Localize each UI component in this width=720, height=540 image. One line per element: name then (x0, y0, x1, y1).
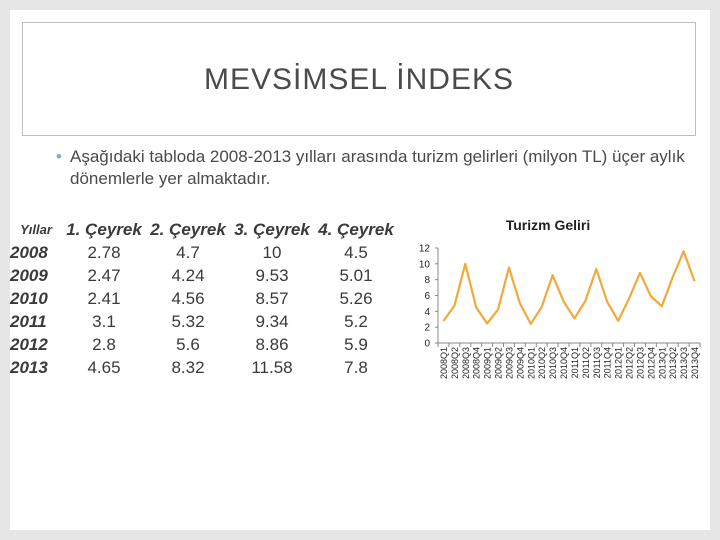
table-row (10, 356, 398, 379)
row-value-q1: 4.65 (87, 357, 121, 377)
row-value-q4: 5.9 (344, 334, 368, 354)
row-value-q2: 4.24 (171, 265, 205, 285)
row-year: 2008 (10, 242, 48, 262)
y-tick-label: 8 (424, 275, 430, 287)
chart-title: Turizm Geliri (505, 217, 591, 233)
tourism-table (10, 218, 398, 379)
table-row (10, 241, 398, 264)
row-value-q1: 3.1 (92, 311, 116, 331)
bullet-dot-icon: • (56, 147, 62, 166)
header-years: Yıllar (20, 222, 52, 237)
x-tick-label: 2008Q1 (438, 347, 449, 380)
x-tick-label: 2010Q3 (548, 347, 559, 380)
header-q2: 2. Çeyrek (150, 219, 226, 239)
x-tick-label: 2010Q4 (559, 347, 570, 380)
row-value-q4: 5.01 (339, 265, 373, 285)
y-tick-label: 2 (424, 322, 430, 334)
row-value-q4: 5.2 (344, 311, 368, 331)
row-value-q3: 8.86 (255, 334, 289, 354)
x-tick-label: 2013Q4 (690, 347, 701, 380)
table-row (10, 310, 398, 333)
row-value-q1: 2.47 (87, 265, 121, 285)
row-value-q3: 11.58 (251, 357, 293, 377)
x-tick-label: 2011Q4 (602, 347, 613, 379)
slide-title: MEVSİMSEL İNDEKS (204, 63, 514, 96)
tourism-revenue-chart (408, 206, 708, 400)
row-value-q4: 5.26 (339, 288, 373, 308)
x-tick-label: 2010Q1 (526, 347, 537, 380)
header-q3: 3. Çeyrek (234, 219, 310, 239)
x-tick-label: 2008Q4 (471, 347, 482, 380)
slide (10, 10, 710, 530)
x-tick-label: 2011Q1 (569, 347, 580, 379)
x-tick-label: 2010Q2 (537, 347, 548, 380)
row-value-q2: 4.7 (176, 242, 200, 262)
row-value-q3: 9.53 (255, 265, 289, 285)
row-year: 2011 (10, 311, 47, 331)
y-tick-label: 10 (418, 259, 430, 271)
header-q4: 4. Çeyrek (318, 219, 394, 239)
x-tick-label: 2009Q2 (493, 347, 504, 380)
table-row (10, 264, 398, 287)
x-tick-label: 2011Q3 (591, 347, 602, 379)
series-line-turizm-geliri (443, 251, 694, 324)
x-tick-label: 2013Q1 (657, 347, 668, 380)
row-value-q2: 4.56 (171, 288, 205, 308)
row-year: 2012 (10, 334, 48, 354)
row-value-q4: 4.5 (344, 242, 368, 262)
x-tick-label: 2012Q2 (624, 347, 635, 380)
y-tick-label: 6 (424, 291, 430, 302)
table-row (10, 333, 398, 356)
header-q1: 1. Çeyrek (66, 219, 142, 239)
x-tick-label: 2013Q2 (668, 347, 679, 380)
row-value-q3: 9.34 (255, 311, 289, 331)
bullet-text: Aşağıdaki tabloda 2008-2013 yılları arasında turizm gelirleri (milyon TL) üçer aylık dönemlerle yer almaktadır. (70, 147, 685, 188)
row-value-q1: 2.78 (87, 242, 121, 262)
title-box (22, 22, 696, 136)
table-row (10, 287, 398, 310)
y-tick-label: 0 (424, 338, 430, 350)
x-tick-label: 2009Q3 (504, 347, 515, 380)
row-year: 2009 (10, 265, 48, 285)
row-value-q3: 10 (262, 242, 282, 262)
x-tick-label: 2013Q3 (679, 347, 690, 380)
row-value-q3: 8.57 (255, 288, 289, 308)
y-tick-label: 12 (418, 243, 430, 255)
row-value-q1: 2.41 (87, 288, 121, 308)
x-tick-label: 2008Q3 (460, 347, 471, 380)
row-value-q2: 8.32 (171, 357, 205, 377)
x-tick-label: 2009Q4 (515, 347, 526, 380)
row-year: 2010 (10, 288, 48, 308)
y-tick-label: 4 (424, 306, 430, 318)
x-tick-label: 2012Q1 (613, 347, 624, 380)
row-value-q2: 5.32 (171, 311, 205, 331)
x-tick-label: 2009Q1 (482, 347, 493, 380)
row-value-q1: 2.8 (92, 334, 116, 354)
x-tick-label: 2008Q2 (449, 347, 460, 380)
row-value-q4: 7.8 (344, 357, 368, 377)
table-header-row (10, 218, 398, 241)
x-tick-label: 2012Q4 (646, 347, 657, 380)
row-year: 2013 (10, 357, 48, 377)
row-value-q2: 5.6 (176, 334, 200, 354)
x-tick-label: 2012Q3 (635, 347, 646, 380)
x-tick-label: 2011Q2 (580, 347, 591, 379)
